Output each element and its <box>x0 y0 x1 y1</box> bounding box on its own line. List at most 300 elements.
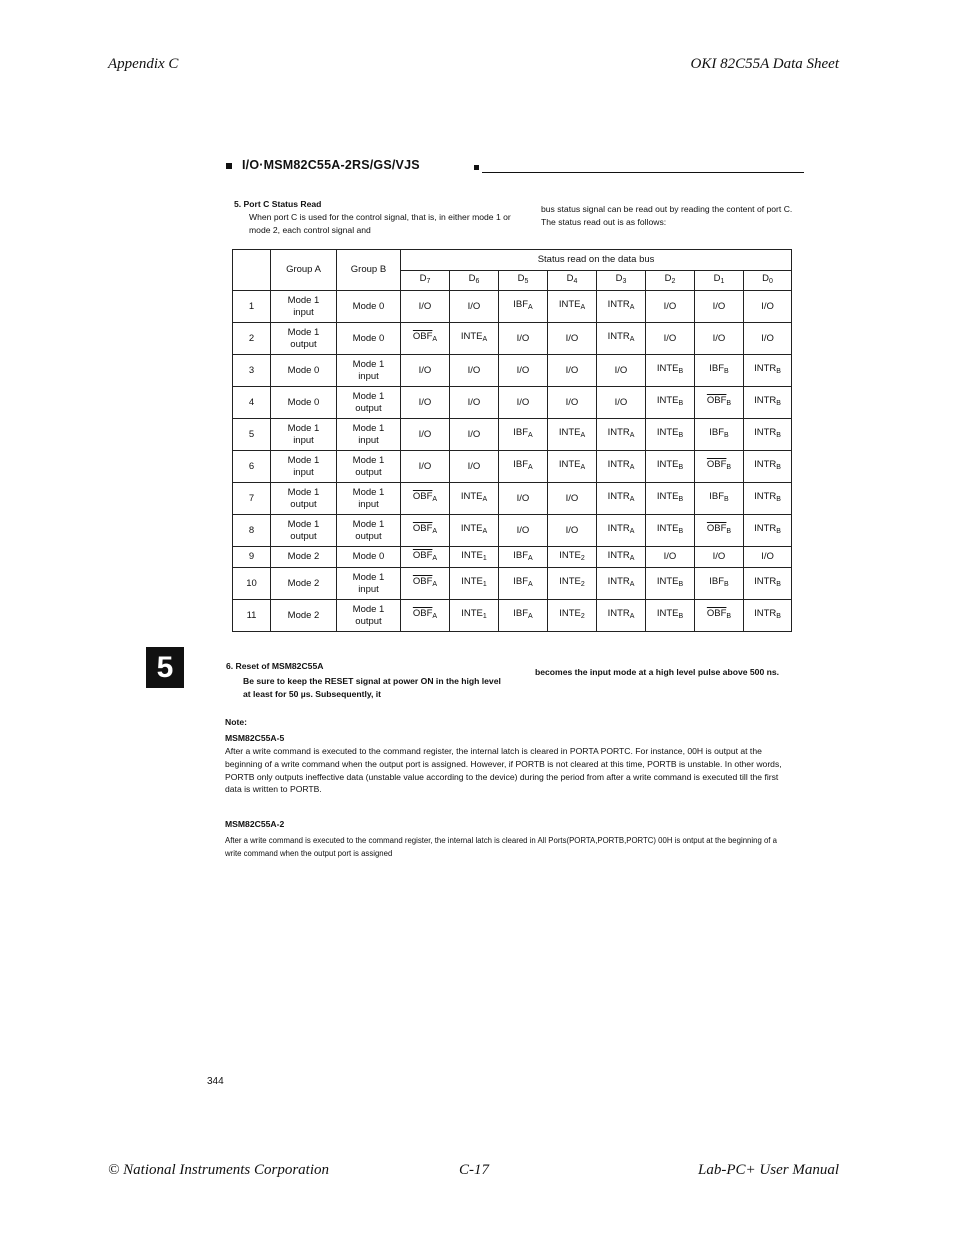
status-cell-subscript: A <box>629 464 635 471</box>
status-cell <box>450 323 499 355</box>
status-cell <box>548 291 597 323</box>
group-a-mode: Mode 1 input <box>271 291 337 323</box>
status-cell-text: IBF <box>513 576 529 587</box>
bit-header <box>450 270 499 291</box>
bullet-square-icon <box>474 165 479 170</box>
header-left: Appendix C <box>108 56 179 72</box>
status-cell-text: $\overline{OBF}$ <box>412 608 433 619</box>
status-cell-text: INTR <box>754 459 777 470</box>
status-cell <box>695 387 744 419</box>
status-cell-text: IBF <box>709 363 725 374</box>
status-cell-text: $\overline{OBF}$ <box>706 523 727 534</box>
status-cell <box>695 451 744 483</box>
status-cell-subscript: A <box>629 432 635 439</box>
status-cell-text: INTE <box>461 576 483 587</box>
status-cell-text: I/O <box>467 364 481 376</box>
table-row <box>233 547 792 568</box>
bit-header-subscript: 6 <box>475 277 480 285</box>
status-cell <box>695 419 744 451</box>
status-cell-subscript: A <box>528 554 533 562</box>
status-cell <box>548 355 597 387</box>
bit-header-subscript: 3 <box>622 277 627 285</box>
status-cell <box>646 451 695 483</box>
status-cell-subscript: B <box>776 432 781 439</box>
status-cell-subscript: A <box>432 581 438 588</box>
group-a-mode: Mode 1 input <box>271 451 337 483</box>
status-cell-text: INTE <box>559 576 581 587</box>
group-a-mode: Mode 2 <box>271 600 337 632</box>
status-cell-text: INTE <box>656 491 679 502</box>
status-cell-text: I/O <box>663 332 677 344</box>
status-cell-subscript: 2 <box>580 581 585 588</box>
table-row <box>233 568 792 600</box>
row-number: 6 <box>233 451 271 483</box>
status-cell <box>646 291 695 323</box>
bit-header-subscript: 0 <box>769 277 773 285</box>
status-cell <box>499 291 548 323</box>
group-b-mode: Mode 1 output <box>337 387 401 419</box>
status-cell-subscript: B <box>678 368 684 375</box>
status-cell-subscript: 1 <box>482 554 487 562</box>
bit-header-subscript: 7 <box>426 277 431 285</box>
section5-right-text: bus status signal can be read out by reading the content of port C. The status read out is as follows: <box>541 204 793 227</box>
status-cell-subscript: A <box>432 496 438 503</box>
status-cell <box>646 483 695 515</box>
bit-header-text: D <box>468 272 476 284</box>
status-cell-text: INTR <box>607 427 630 438</box>
row-number-header <box>233 250 271 291</box>
status-cell-text: $\overline{OBF}$ <box>412 523 433 534</box>
status-cell <box>695 600 744 632</box>
bit-header <box>499 270 548 291</box>
group-b-mode: Mode 1 output <box>337 451 401 483</box>
status-cell-subscript: B <box>678 400 684 407</box>
status-cell <box>499 600 548 632</box>
status-cell-subscript: A <box>432 554 438 562</box>
status-cell <box>597 323 646 355</box>
section6-right-text: becomes the input mode at a high level pulse above 500 ns. <box>535 667 780 677</box>
status-cell-text: I/O <box>712 300 726 312</box>
group-b-mode: Mode 1 input <box>337 483 401 515</box>
status-cell-text: IBF <box>513 299 529 310</box>
status-cell <box>695 291 744 323</box>
status-cell-text: I/O <box>516 332 530 344</box>
status-cell-subscript: B <box>724 432 729 439</box>
section6-heading: 6. Reset of MSM82C55A <box>226 661 324 671</box>
status-cell-text: IBF <box>709 427 725 438</box>
status-cell <box>499 323 548 355</box>
status-cell-text: INTR <box>607 491 630 502</box>
note-5-body: After a write command is executed to the command register, the internal latch is cleared in PORTA PORTC. For instance, 00H is output at the beginning of a write command when the output port is assigned. However, if PORTB is not cleared at this time, PORTB is unstable. In other words, PORTB only outputs ineffective data (unstable value according to the device) during the period from after a write command is executed till the first data is written to PORTB. <box>225 746 782 795</box>
status-cell-subscript: B <box>776 464 781 471</box>
port-c-status-table <box>232 249 792 632</box>
status-cell-text: I/O <box>516 492 530 504</box>
note-heading: Note: <box>225 717 247 727</box>
status-cell-subscript: A <box>528 581 533 588</box>
bit-header <box>548 270 597 291</box>
status-cell-subscript: B <box>776 528 781 535</box>
status-cell-text: I/O <box>467 396 481 408</box>
row-number: 3 <box>233 355 271 387</box>
status-cell-subscript: A <box>432 528 438 535</box>
status-cell-text: I/O <box>467 300 481 312</box>
row-number: 1 <box>233 291 271 323</box>
row-number: 9 <box>233 547 271 568</box>
group-b-mode: Mode 0 <box>337 291 401 323</box>
row-number: 10 <box>233 568 271 600</box>
status-cell <box>646 323 695 355</box>
note-5-title: MSM82C55A-5 <box>225 733 285 743</box>
status-cell-text: I/O <box>614 364 628 376</box>
status-cell-text: I/O <box>614 396 628 408</box>
status-cell-subscript: 2 <box>580 554 585 562</box>
status-cell-text: INTE <box>559 608 581 619</box>
bit-header-text: D <box>615 272 623 284</box>
status-cell-subscript: B <box>678 528 684 535</box>
status-cell-text: I/O <box>418 460 432 472</box>
bit-header-subscript: 2 <box>671 277 676 285</box>
bit-header <box>401 270 450 291</box>
status-cell-text: I/O <box>516 364 530 376</box>
status-cell-subscript: A <box>432 613 438 620</box>
group-a-mode: Mode 0 <box>271 387 337 419</box>
status-header: Status read on the data bus <box>401 250 792 271</box>
status-cell-text: $\overline{OBF}$ <box>412 331 433 342</box>
status-cell-text: I/O <box>712 551 726 562</box>
status-cell-text: I/O <box>418 396 432 408</box>
status-cell <box>401 515 450 547</box>
table-row <box>233 387 792 419</box>
status-cell <box>499 451 548 483</box>
row-number: 8 <box>233 515 271 547</box>
status-cell <box>548 600 597 632</box>
group-b-mode: Mode 1 input <box>337 355 401 387</box>
status-cell <box>597 547 646 568</box>
bit-header-text: D <box>419 272 427 284</box>
status-cell <box>646 515 695 547</box>
status-cell-subscript: A <box>629 613 635 620</box>
status-cell-subscript: A <box>629 554 635 562</box>
status-cell-text: I/O <box>565 332 579 344</box>
status-cell-subscript: A <box>528 464 533 471</box>
status-cell-subscript: A <box>580 432 586 439</box>
status-cell-text: I/O <box>761 332 774 344</box>
status-cell-text: I/O <box>418 300 432 312</box>
status-cell-text: INTE <box>460 491 483 502</box>
status-cell <box>450 600 499 632</box>
group-b-mode: Mode 0 <box>337 323 401 355</box>
group-b-header: Group B <box>337 250 401 291</box>
table-row <box>233 483 792 515</box>
status-cell <box>548 483 597 515</box>
status-cell <box>695 568 744 600</box>
row-number: 2 <box>233 323 271 355</box>
status-cell-subscript: B <box>726 528 732 535</box>
status-cell-text: INTE <box>558 427 581 438</box>
status-cell <box>597 451 646 483</box>
status-cell-text: $\overline{OBF}$ <box>706 395 727 406</box>
status-cell <box>548 323 597 355</box>
group-a-mode: Mode 1 input <box>271 419 337 451</box>
status-cell-text: I/O <box>516 524 530 536</box>
status-cell <box>695 355 744 387</box>
row-number: 4 <box>233 387 271 419</box>
footer-left: © National Instruments Corporation <box>108 1162 330 1178</box>
status-cell-subscript: B <box>726 613 732 620</box>
status-cell-text: INTE <box>559 549 581 561</box>
status-cell-text: INTR <box>607 549 630 561</box>
status-cell-subscript: B <box>726 400 732 407</box>
status-cell-subscript: B <box>776 613 781 620</box>
status-cell-subscript: A <box>432 336 438 343</box>
status-cell-subscript: B <box>776 581 781 588</box>
status-cell <box>597 291 646 323</box>
status-cell-text: I/O <box>565 364 579 376</box>
section-tab: 5 <box>146 647 184 688</box>
status-cell-subscript: B <box>776 496 781 503</box>
status-cell-subscript: A <box>528 304 533 311</box>
footer-right: Lab-PC+ User Manual <box>698 1162 839 1178</box>
status-cell <box>499 547 548 568</box>
status-cell-text: I/O <box>663 551 677 562</box>
note-2-body: After a write command is executed to the command register, the internal latch is cleared in All Ports(PORTA,PORTB,PORTC) 00H is ontput at the beginning of a write command when the output port is assigned <box>225 836 777 858</box>
status-cell <box>450 387 499 419</box>
status-cell-subscript: A <box>580 464 586 471</box>
status-cell <box>450 547 499 568</box>
table-row <box>233 355 792 387</box>
table-row <box>233 451 792 483</box>
bit-header-text: D <box>566 272 574 284</box>
status-cell-text: INTE <box>656 395 679 406</box>
status-cell-text: INTE <box>656 608 679 619</box>
status-cell <box>401 387 450 419</box>
status-cell <box>695 547 744 568</box>
status-cell <box>450 291 499 323</box>
status-cell <box>646 600 695 632</box>
status-cell-text: $\overline{OBF}$ <box>412 549 433 561</box>
status-cell-text: INTE <box>461 549 483 561</box>
group-b-mode: Mode 1 input <box>337 419 401 451</box>
status-cell-text: I/O <box>565 492 579 504</box>
datasheet-title: I/O·MSM82C55A-2RS/GS/VJS <box>242 158 420 172</box>
bit-header <box>744 270 792 291</box>
status-cell-subscript: A <box>528 613 533 620</box>
status-cell <box>401 419 450 451</box>
bit-header <box>646 270 695 291</box>
status-cell <box>499 387 548 419</box>
status-cell <box>450 515 499 547</box>
status-cell <box>744 451 792 483</box>
status-cell <box>499 568 548 600</box>
status-cell <box>548 515 597 547</box>
status-cell-subscript: 1 <box>482 581 487 588</box>
status-cell-text: IBF <box>513 459 529 470</box>
status-cell-text: I/O <box>712 332 726 344</box>
status-cell <box>646 547 695 568</box>
status-cell <box>450 355 499 387</box>
status-cell-subscript: A <box>629 304 635 311</box>
status-cell-text: INTR <box>754 523 777 534</box>
status-cell-subscript: B <box>776 400 781 407</box>
status-cell-text: INTR <box>607 299 630 310</box>
status-cell <box>401 547 450 568</box>
status-cell-text: I/O <box>418 364 432 376</box>
status-cell-subscript: A <box>629 336 635 343</box>
bit-header-text: D <box>713 272 721 284</box>
status-cell <box>744 387 792 419</box>
group-a-mode: Mode 2 <box>271 568 337 600</box>
status-cell <box>401 483 450 515</box>
status-cell-text: INTR <box>607 331 630 342</box>
status-cell-text: INTR <box>754 608 777 619</box>
status-cell-subscript: B <box>724 581 729 588</box>
status-cell-text: INTE <box>460 523 483 534</box>
status-cell-text: I/O <box>761 300 774 312</box>
status-cell <box>744 600 792 632</box>
status-cell-text: INTR <box>754 576 777 587</box>
group-b-mode: Mode 1 output <box>337 515 401 547</box>
status-cell-subscript: A <box>629 581 635 588</box>
status-cell-subscript: 1 <box>482 613 487 620</box>
status-cell-text: IBF <box>513 427 529 438</box>
status-cell <box>646 387 695 419</box>
status-cell-subscript: B <box>776 368 781 375</box>
status-cell-text: I/O <box>565 396 579 408</box>
section6-left-text: Be sure to keep the RESET signal at power ON in the high level at least for 50 µs. Subsequently, it <box>243 676 501 699</box>
status-cell <box>646 419 695 451</box>
status-cell-text: I/O <box>418 428 432 440</box>
status-cell-text: INTR <box>754 363 777 374</box>
status-cell <box>401 323 450 355</box>
status-cell <box>597 483 646 515</box>
table-body <box>233 291 792 632</box>
status-cell <box>499 355 548 387</box>
status-cell <box>450 483 499 515</box>
status-cell <box>597 419 646 451</box>
table-row <box>233 515 792 547</box>
status-cell <box>401 568 450 600</box>
status-cell-subscript: B <box>678 581 684 588</box>
status-cell-text: I/O <box>761 551 774 562</box>
status-cell <box>744 515 792 547</box>
page-number: 344 <box>207 1076 224 1087</box>
status-cell-text: INTR <box>607 459 630 470</box>
footer-center: C-17 <box>459 1162 489 1178</box>
table-row <box>233 291 792 323</box>
status-cell-subscript: B <box>724 368 729 375</box>
status-cell-text: IBF <box>513 549 529 561</box>
section5-heading: 5. Port C Status Read <box>234 199 322 209</box>
status-cell <box>695 483 744 515</box>
status-cell <box>744 547 792 568</box>
status-cell-text: INTR <box>754 491 777 502</box>
status-cell <box>548 387 597 419</box>
table-row <box>233 600 792 632</box>
status-cell-subscript: A <box>482 528 488 535</box>
status-cell-text: INTE <box>461 608 483 619</box>
status-cell-text: INTR <box>607 523 630 534</box>
status-cell-subscript: B <box>724 496 729 503</box>
bit-header <box>695 270 744 291</box>
row-number: 7 <box>233 483 271 515</box>
status-cell-subscript: A <box>482 496 488 503</box>
status-cell-text: I/O <box>663 300 677 312</box>
status-cell-text: INTE <box>656 459 679 470</box>
status-cell <box>401 355 450 387</box>
status-cell <box>401 451 450 483</box>
status-cell <box>695 323 744 355</box>
status-cell <box>548 547 597 568</box>
status-cell-text: INTE <box>558 299 581 310</box>
status-cell-text: INTR <box>754 395 777 406</box>
status-cell <box>450 419 499 451</box>
status-cell-text: INTE <box>656 363 679 374</box>
status-cell-subscript: B <box>678 613 684 620</box>
status-cell-text: I/O <box>516 396 530 408</box>
bit-header <box>597 270 646 291</box>
status-cell-text: INTE <box>460 331 483 342</box>
status-cell <box>597 387 646 419</box>
bit-header-text: D <box>762 272 770 284</box>
section5-left-text: When port C is used for the control signal, that is, in either mode 1 or mode 2, each control signal and <box>249 212 511 235</box>
status-cell-text: IBF <box>709 491 725 502</box>
status-cell-text: INTE <box>656 523 679 534</box>
status-cell <box>744 419 792 451</box>
status-cell <box>597 600 646 632</box>
status-cell <box>548 419 597 451</box>
status-cell-subscript: A <box>629 528 635 535</box>
status-cell-text: I/O <box>467 428 481 440</box>
status-cell-subscript: A <box>528 432 533 439</box>
status-cell-text: $\overline{OBF}$ <box>706 608 727 619</box>
status-cell-text: I/O <box>467 460 481 472</box>
status-cell <box>499 483 548 515</box>
status-cell-subscript: A <box>629 496 635 503</box>
bit-header-subscript: 1 <box>720 277 725 285</box>
status-cell-text: INTR <box>754 427 777 438</box>
status-cell-subscript: B <box>678 496 684 503</box>
status-cell-text: INTE <box>656 427 679 438</box>
note-2-title: MSM82C55A-2 <box>225 819 285 829</box>
status-cell <box>450 568 499 600</box>
status-cell-text: I/O <box>565 524 579 536</box>
status-cell <box>499 515 548 547</box>
status-cell-text: INTE <box>558 459 581 470</box>
status-cell-text: $\overline{OBF}$ <box>412 576 433 587</box>
status-cell-text: IBF <box>513 608 529 619</box>
status-cell-subscript: 2 <box>580 613 585 620</box>
bit-header-subscript: 5 <box>524 277 529 285</box>
status-cell-subscript: B <box>678 464 684 471</box>
table-row <box>233 419 792 451</box>
header-right: OKI 82C55A Data Sheet <box>690 56 839 72</box>
status-cell <box>597 568 646 600</box>
bit-header-text: D <box>517 272 525 284</box>
group-a-mode: Mode 2 <box>271 547 337 568</box>
group-a-mode: Mode 1 output <box>271 515 337 547</box>
group-b-mode: Mode 0 <box>337 547 401 568</box>
status-cell <box>450 451 499 483</box>
status-cell-text: INTR <box>607 608 630 619</box>
bit-header-subscript: 4 <box>573 277 578 285</box>
status-cell-subscript: B <box>678 432 684 439</box>
status-cell <box>646 355 695 387</box>
status-cell <box>744 568 792 600</box>
datasheet-title-row <box>226 158 804 178</box>
bullet-square-icon <box>226 163 232 169</box>
row-number: 11 <box>233 600 271 632</box>
status-cell-text: $\overline{OBF}$ <box>412 491 433 502</box>
